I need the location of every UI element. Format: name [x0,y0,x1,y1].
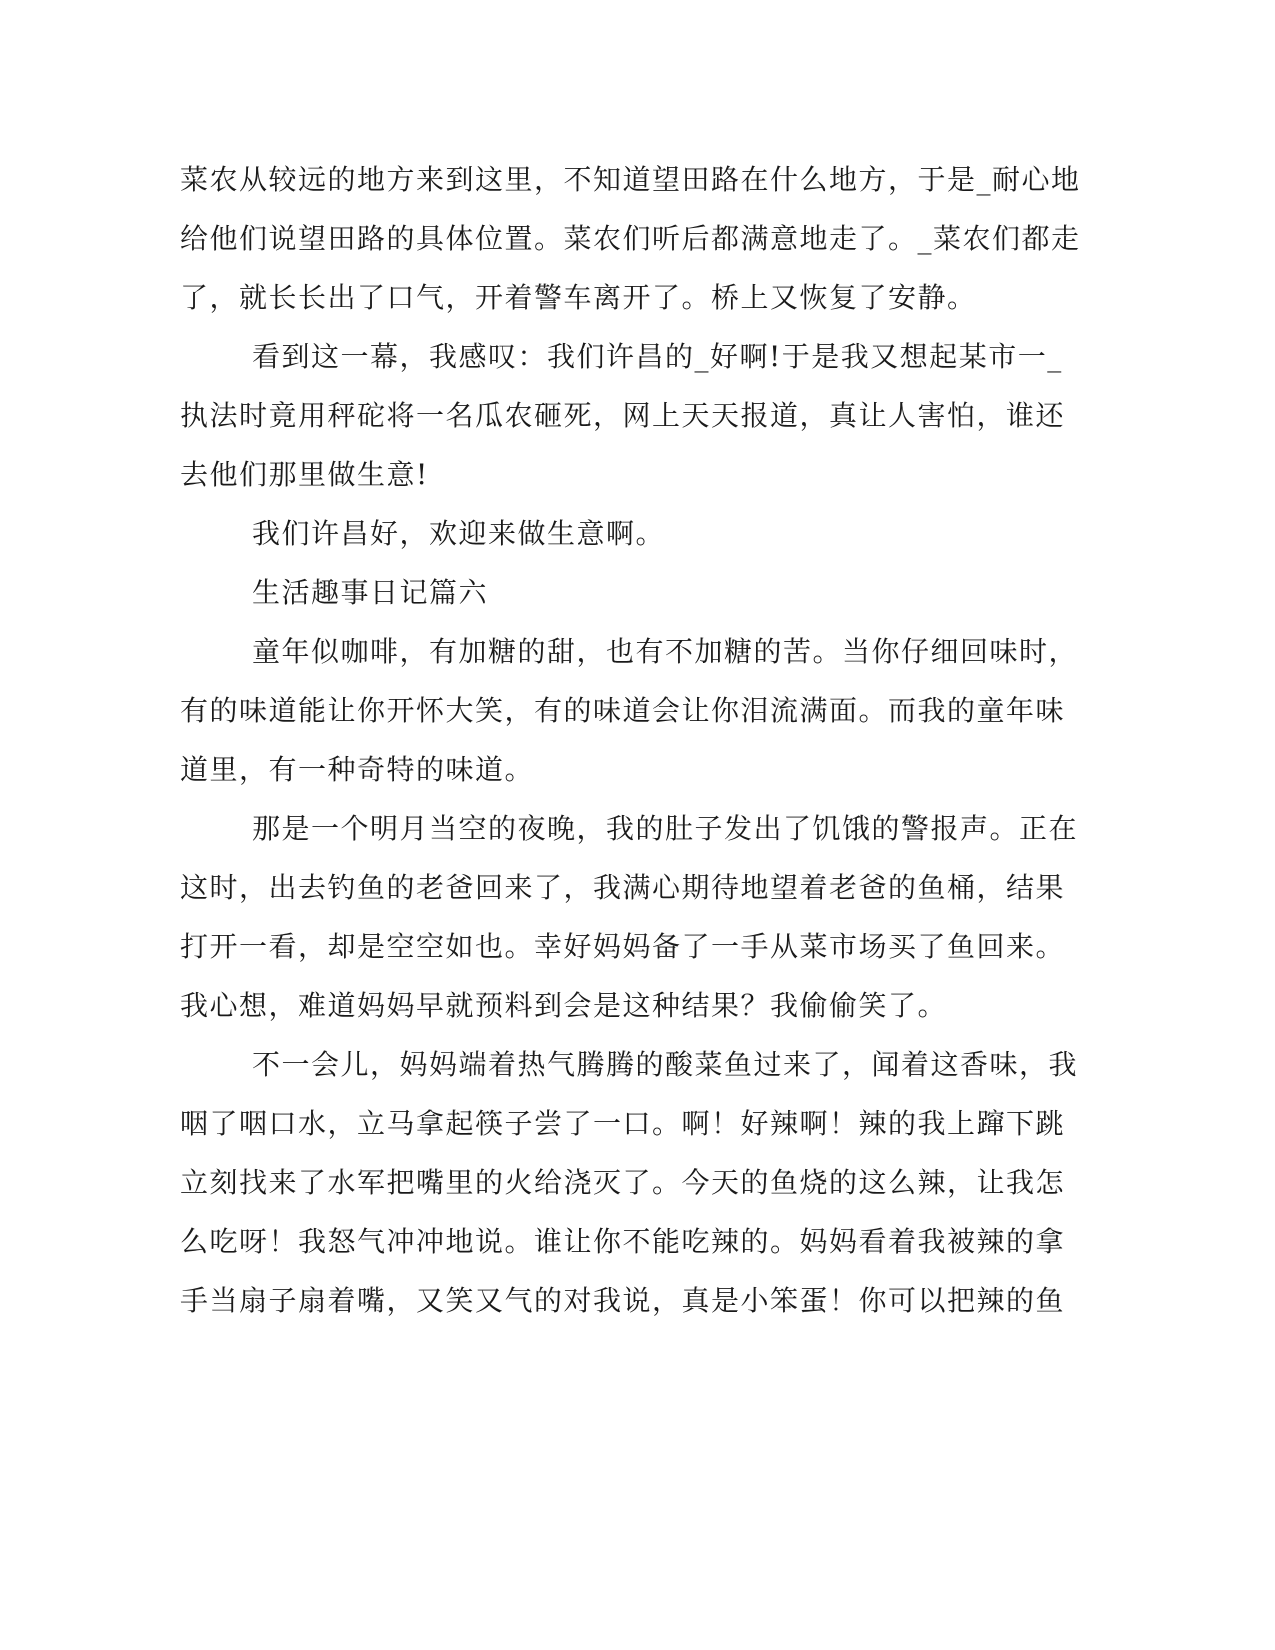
section-heading: 生活趣事日记篇六 [252,576,489,609]
text-line: 去他们那里做生意! [180,458,429,491]
text-line: 那是一个明月当空的夜晚，我的肚子发出了饥饿的警报声。正在 [252,812,1079,845]
text-line: 这时，出去钓鱼的老爸回来了，我满心期待地望着老爸的鱼桶，结果 [180,871,1066,904]
text-line: 童年似咖啡，有加糖的甜，也有不加糖的苦。当你仔细回味时， [252,635,1079,668]
text-line: 么吃呀！我怒气冲冲地说。谁让你不能吃辣的。妈妈看着我被辣的拿 [180,1225,1066,1258]
text-line: 打开一看，却是空空如也。幸好妈妈备了一手从菜市场买了鱼回来。 [180,930,1066,963]
text-line: 不一会儿，妈妈端着热气腾腾的酸菜鱼过来了，闻着这香味，我 [252,1048,1079,1081]
text-line: 道里，有一种奇特的味道。 [180,753,535,786]
text-line: 我们许昌好，欢迎来做生意啊。 [252,517,666,550]
text-line: 咽了咽口水，立马拿起筷子尝了一口。啊！好辣啊！辣的我上蹿下跳 [180,1107,1066,1140]
text-line: 执法时竟用秤砣将一名瓜农砸死，网上天天报道，真让人害怕，谁还 [180,399,1066,432]
text-line: 有的味道能让你开怀大笑，有的味道会让你泪流满面。而我的童年味 [180,694,1066,727]
text-line: 立刻找来了水军把嘴里的火给浇灭了。今天的鱼烧的这么辣，让我怎 [180,1166,1066,1199]
text-line: 看到这一幕，我感叹：我们许昌的_好啊!于是我又想起某市一_ [252,340,1063,373]
text-line: 菜农从较远的地方来到这里，不知道望田路在什么地方，于是_耐心地 [180,163,1081,196]
text-line: 手当扇子扇着嘴，又笑又气的对我说，真是小笨蛋！你可以把辣的鱼 [180,1284,1066,1317]
text-line: 我心想，难道妈妈早就预料到会是这种结果？我偷偷笑了。 [180,989,948,1022]
text-line: 给他们说望田路的具体位置。菜农们听后都满意地走了。_菜农们都走 [180,222,1081,255]
text-line: 了，就长长出了口气，开着警车离开了。桥上又恢复了安静。 [180,281,977,314]
